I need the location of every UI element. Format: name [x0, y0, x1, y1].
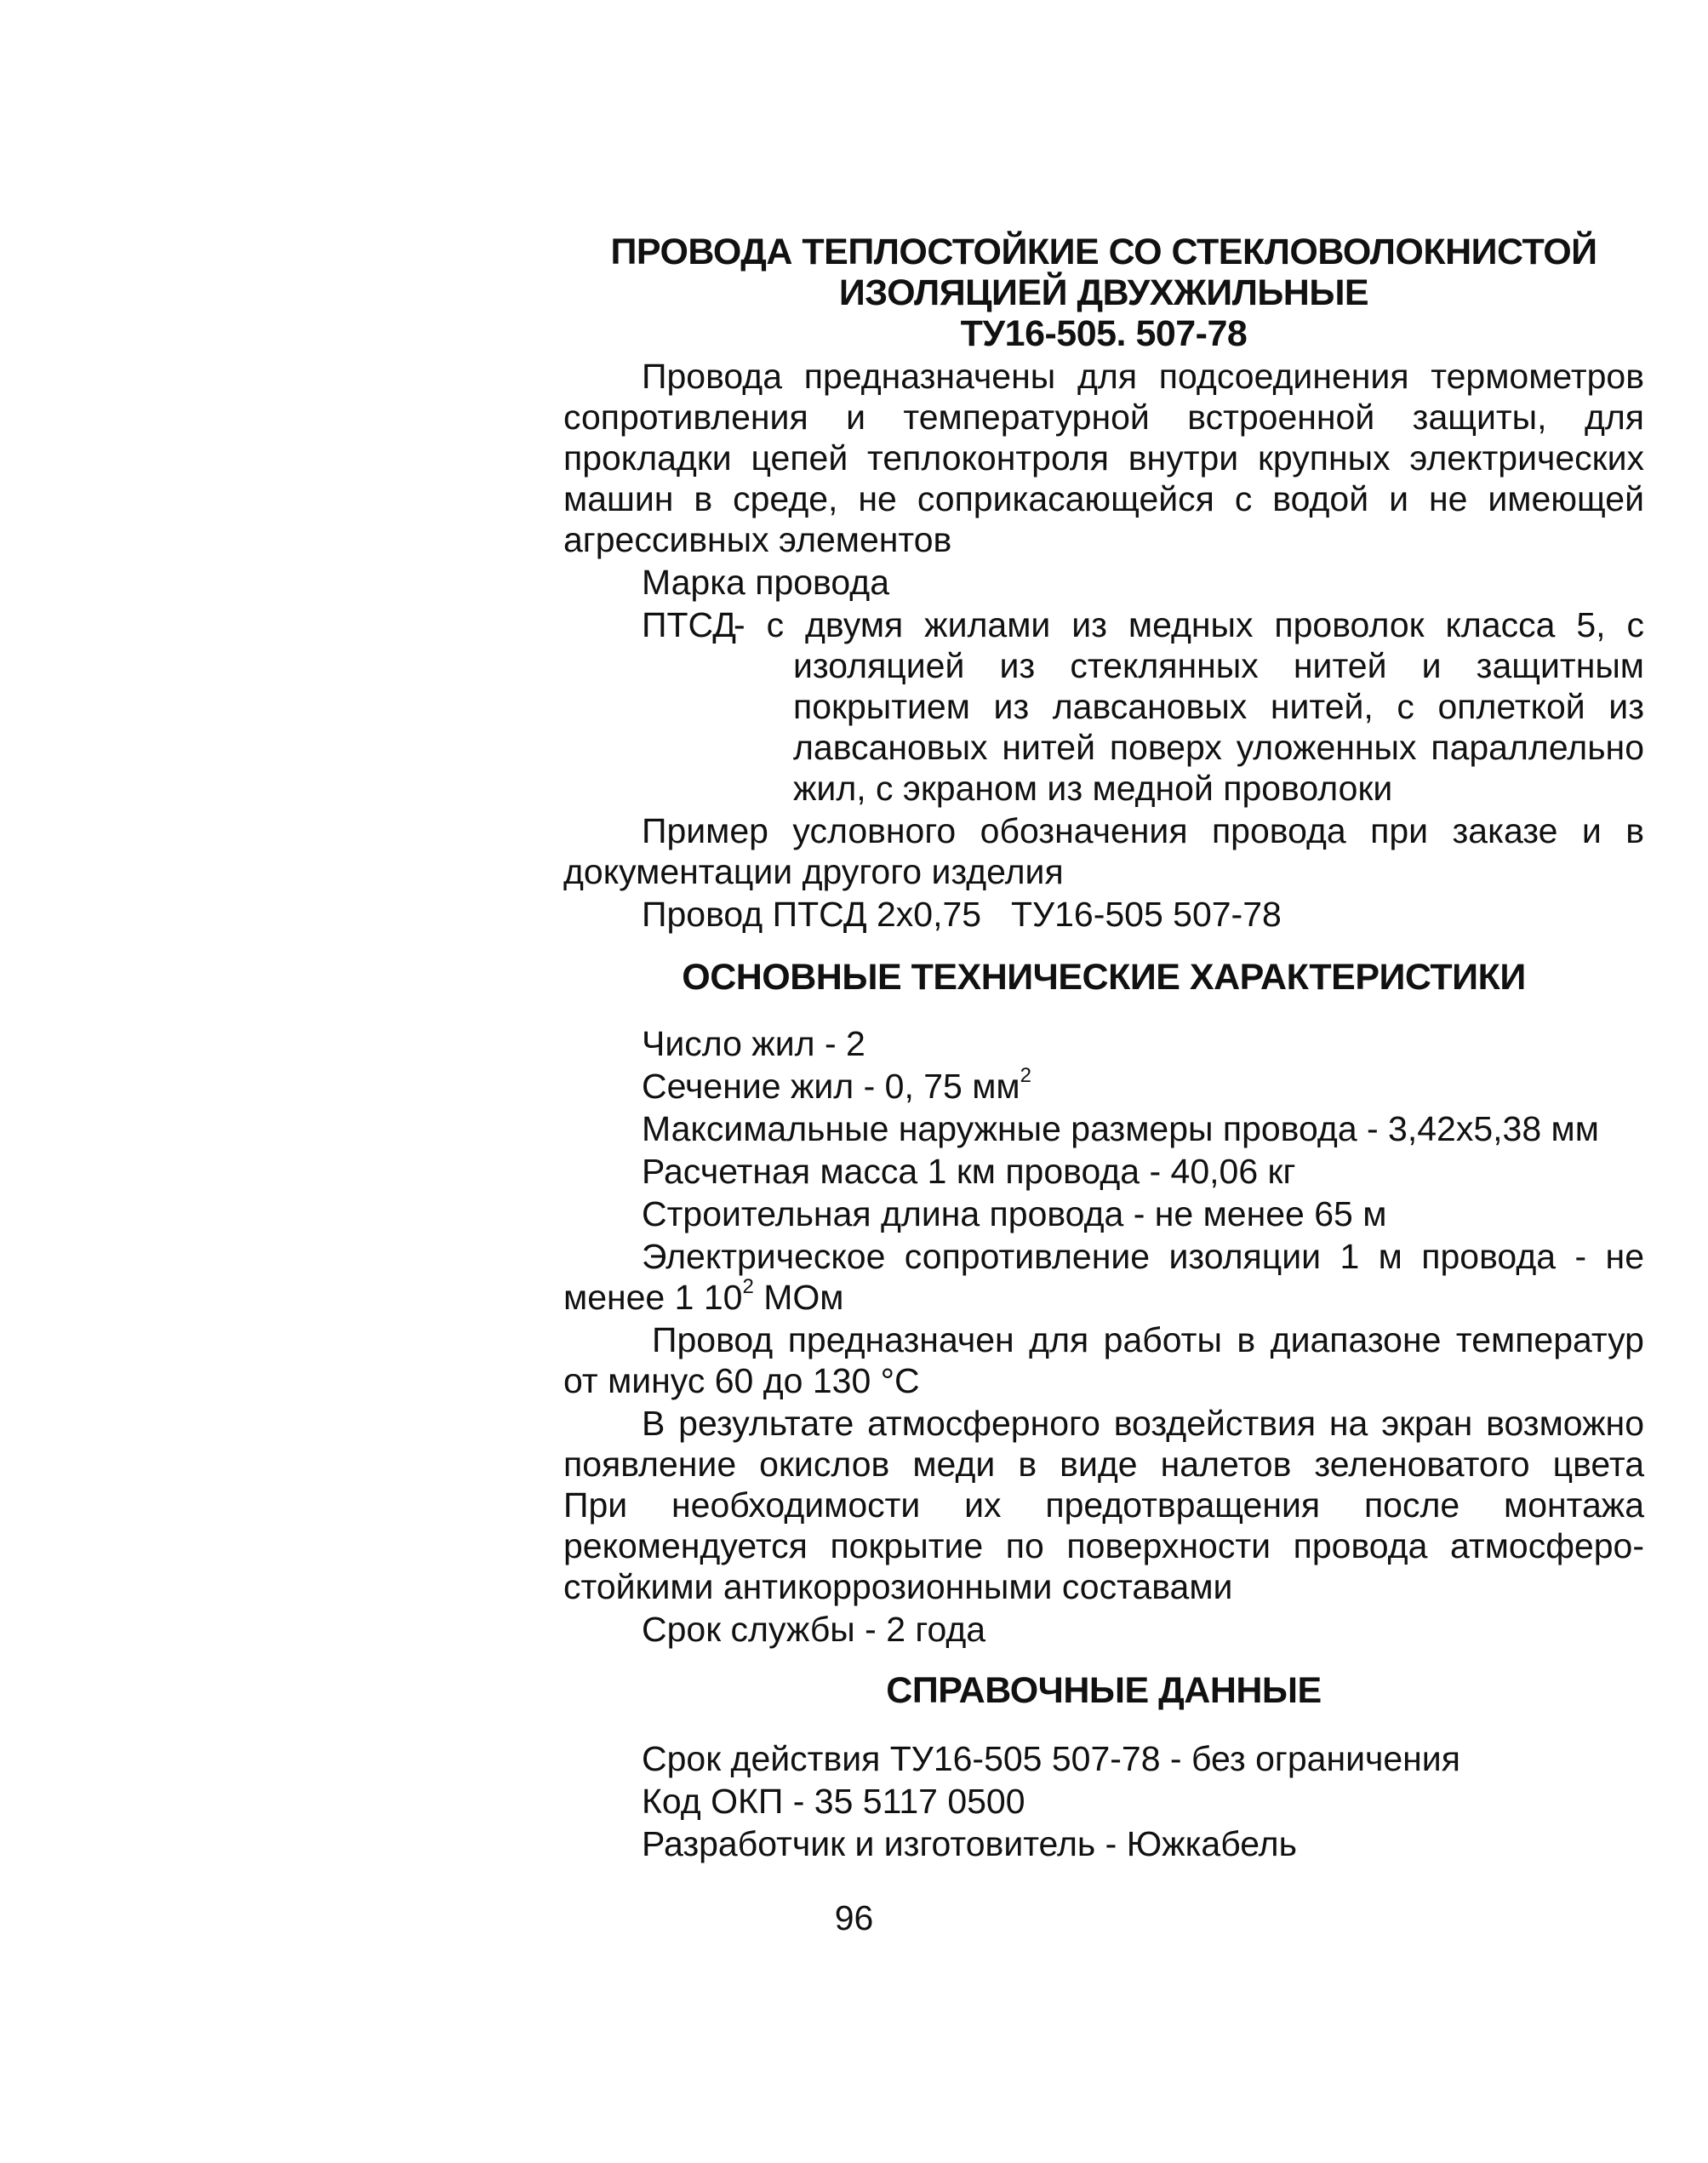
example-line-1: Пример условного обозначения провода при заказе и в: [642, 811, 1644, 850]
atmo-line-4: рекомендуется покрытие по поверхности провода атмосферо-: [563, 1526, 1644, 1565]
ref-validity: Срок действия ТУ16-505 507-78 - без ограничения: [642, 1739, 1460, 1778]
designation: Провод ПТСД 2х0,75: [642, 895, 982, 934]
intro-line-2: сопротивления и температурной встроенной защиты, для: [563, 398, 1644, 437]
atmo-line-3: При необходимости их предотвращения после монтажа: [563, 1485, 1644, 1525]
spec-length: Строительная длина провода - не менее 65 м: [642, 1194, 1387, 1233]
title-line-2: ИЗОЛЯЦИЕЙ ДВУХЖИЛЬНЫЕ: [838, 272, 1369, 313]
atmo-line-5: стойкими антикоррозионными составами: [563, 1567, 1233, 1606]
brand-desc-line-5: жил, с экраном из медной проволоки: [793, 769, 1393, 808]
spec-service-life: Срок службы - 2 года: [642, 1610, 986, 1649]
brand-label: Марка провода: [642, 563, 890, 602]
ref-heading: СПРАВОЧНЫЕ ДАННЫЕ: [886, 1670, 1322, 1711]
atmo-line-1: В результате атмосферного воздействия на экран возможно: [642, 1404, 1644, 1443]
intro-line-5: агрессивных элементов: [563, 520, 952, 559]
intro-line-4: машин в среде, не соприкасающейся с водой и не имеющей: [563, 479, 1644, 518]
temp-line-1: Провод предназначен для работы в диапазоне температур: [652, 1320, 1644, 1359]
temp-line-2: от минус 60 до 130 °С: [563, 1361, 920, 1400]
spec-resistance-line-2: менее 1 $10^2$ МОм: [563, 1275, 844, 1317]
spec-cores: Число жил - 2: [642, 1024, 865, 1063]
designation-standard: ТУ16-505 507-78: [1011, 895, 1282, 934]
section-superscript: 2: [1020, 1064, 1031, 1088]
brand-code: ПТСД: [642, 605, 736, 644]
brand-desc-line-2: изоляцией из стеклянных нитей и защитным: [793, 646, 1644, 685]
intro-line-3: прокладки цепей теплоконтроля внутри крупных электрических: [563, 438, 1644, 478]
page-number: 96: [834, 1898, 874, 1937]
resistance-superscript: 2: [742, 1275, 754, 1299]
tech-heading: ОСНОВНЫЕ ТЕХНИЧЕСКИЕ ХАРАКТЕРИСТИКИ: [682, 957, 1526, 998]
ref-maker: Разработчик и изготовитель - Южкабель: [642, 1824, 1297, 1863]
intro-line-1: Провода предназначены для подсоединения термометров: [642, 357, 1644, 396]
spec-resistance-line-1: Электрическое сопротивление изоляции 1 м провода - не: [642, 1237, 1644, 1276]
brand-desc-line-1: - с двумя жилами из медных проволок класса 5, с: [734, 605, 1644, 644]
spec-section: Сечение жил - 0, 75 $мм^2$: [642, 1064, 1031, 1106]
title-line-1: ПРОВОДА ТЕПЛОСТОЙКИЕ СО СТЕКЛОВОЛОКНИСТОЙ: [610, 232, 1597, 272]
brand-desc-line-4: лавсановых нитей поверх уложенных параллельно: [793, 728, 1644, 767]
spec-dims: Максимальные наружные размеры провода - 3,42х5,38 мм: [642, 1109, 1599, 1148]
spec-mass: Расчетная масса 1 км провода - 40,06 кг: [642, 1152, 1296, 1191]
atmo-line-2: появление окислов меди в виде налетов зеленоватого цвета: [563, 1445, 1644, 1484]
standard-number: ТУ16-505. 507-78: [960, 313, 1248, 354]
ref-okp-code: Код ОКП - 35 5117 0500: [642, 1782, 1025, 1821]
brand-desc-line-3: покрытием из лавсановых нитей, с оплеткой из: [793, 687, 1644, 726]
example-line-2: документации другого изделия: [563, 852, 1064, 891]
